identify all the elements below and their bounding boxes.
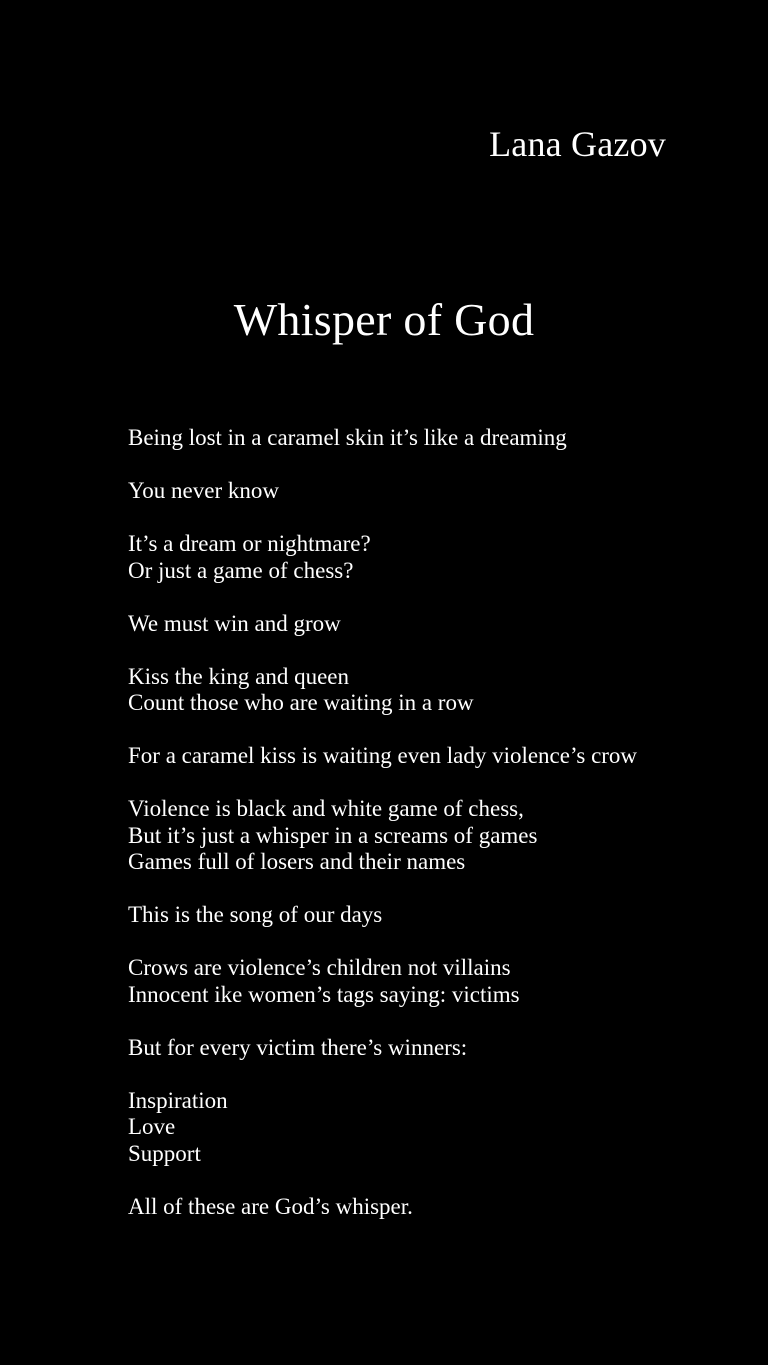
poem-line: Violence is black and white game of chess, bbox=[128, 796, 524, 821]
stanza bbox=[128, 1035, 728, 1062]
poem-line: Being lost in a caramel skin it’s like a dreaming bbox=[128, 425, 567, 450]
stanza bbox=[128, 1088, 728, 1168]
stanza bbox=[128, 478, 728, 505]
poem-line: All of these are God’s whisper. bbox=[128, 1193, 413, 1219]
poem-line: Crows are violence’s children not villains bbox=[128, 955, 511, 980]
poem-line: But it’s just a whisper in a screams of games bbox=[128, 822, 538, 848]
stanza bbox=[128, 664, 728, 717]
poem-line: You never know bbox=[128, 478, 279, 503]
stanza bbox=[128, 796, 728, 876]
poem-line: Love bbox=[128, 1114, 176, 1139]
poem-line: But for every victim there’s winners: bbox=[128, 1034, 468, 1060]
poem-line: Innocent ike women’s tags saying: victims bbox=[128, 981, 520, 1007]
poem-line: It’s a dream or nightmare? bbox=[128, 531, 371, 556]
stanza bbox=[128, 1194, 728, 1221]
author-name: Lana Gazov bbox=[489, 124, 666, 164]
poem-line: Kiss the king and queen bbox=[128, 663, 350, 689]
stanza bbox=[128, 425, 728, 452]
poem-line: Inspiration bbox=[128, 1087, 228, 1113]
poem-line: This is the song of our days bbox=[128, 902, 383, 927]
stanza bbox=[128, 902, 728, 929]
poem-line: Or just a game of chess? bbox=[128, 557, 354, 583]
poem-line: We must win and grow bbox=[128, 610, 341, 636]
poem-title: Whisper of God bbox=[233, 294, 535, 345]
stanza bbox=[128, 743, 728, 770]
stanza bbox=[128, 611, 728, 638]
poem-line: Count those who are waiting in a row bbox=[128, 690, 474, 715]
poem-line: For a caramel kiss is waiting even lady violence’s crow bbox=[128, 743, 638, 768]
stanza bbox=[128, 955, 728, 1008]
poem-line: Support bbox=[128, 1140, 201, 1166]
stanza bbox=[128, 531, 728, 584]
poem-body bbox=[128, 425, 728, 1247]
poem-line: Games full of losers and their names bbox=[128, 849, 466, 874]
